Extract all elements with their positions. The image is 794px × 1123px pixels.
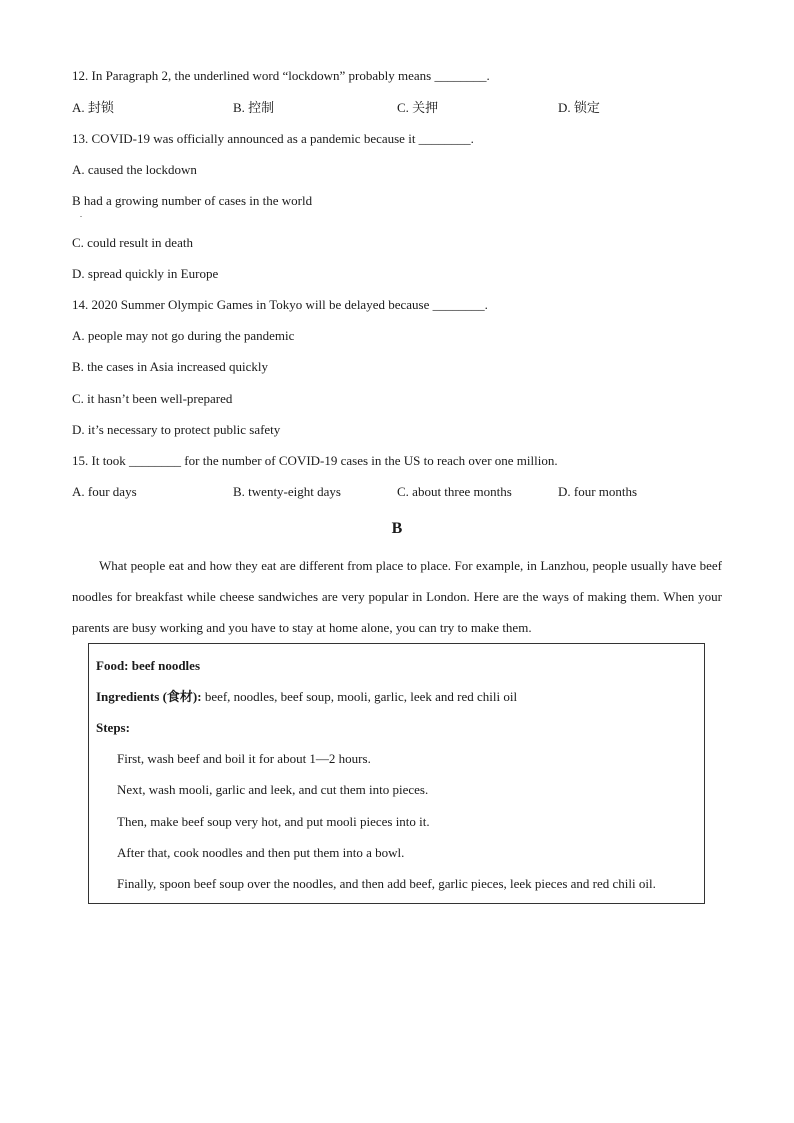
recipe-ingredients-text: beef, noodles, beef soup, mooli, garlic, leek and red chili oil — [201, 689, 518, 704]
q15-option-d: D. four months — [558, 484, 638, 499]
q15-option-a: A. four days — [72, 484, 137, 499]
recipe-steps-label — [96, 720, 130, 736]
q14-option-b: B. the cases in Asia increased quickly — [72, 359, 269, 374]
recipe-step-3: Then, make beef soup very hot, and put mooli pieces into it. — [117, 814, 430, 829]
q12-option-b: B. 控制 — [233, 100, 275, 115]
recipe-steps-label-text: Steps: — [96, 720, 130, 735]
question-14-stem: 14. 2020 Summer Olympic Games in Tokyo will be delayed because ________. — [72, 297, 488, 312]
section-b-paragraph — [72, 550, 722, 643]
q13-option-a: A. caused the lockdown — [72, 162, 197, 177]
q13-option-d: D. spread quickly in Europe — [72, 266, 219, 281]
recipe-box — [88, 643, 705, 904]
recipe-step-4: After that, cook noodles and then put them into a bowl. — [117, 845, 405, 860]
recipe-food-text: Food: beef noodles — [96, 658, 200, 673]
q14-option-d: D. it’s necessary to protect public safety — [72, 422, 281, 437]
q12-option-d: D. 锁定 — [558, 100, 600, 115]
q15-option-c: C. about three months — [397, 484, 512, 499]
recipe-step-5: Finally, spoon beef soup over the noodles, and then add beef, garlic pieces, leek pieces and red chili oil. — [117, 876, 656, 891]
section-b-paragraph-text: What people eat and how they eat are different from place to place. For example, in Lanzhou, people usually have beef noodles for breakfast while cheese sandwiches are very popular in London. Here are the ways of making them. When your parents are busy working and you have to stay at home alone, you can try to make them. — [72, 558, 722, 635]
stray-dot: . — [80, 210, 82, 219]
recipe-food-label — [96, 658, 200, 674]
question-13-stem: 13. COVID-19 was officially announced as a pandemic because it ________. — [72, 131, 474, 146]
q14-option-c: C. it hasn’t been well-prepared — [72, 391, 233, 406]
recipe-ingredients-label: Ingredients (食材): — [96, 689, 202, 704]
section-b-title: B — [391, 520, 403, 537]
q13-option-b: B had a growing number of cases in the world — [72, 193, 313, 208]
recipe-ingredients — [96, 689, 517, 705]
question-15-stem: 15. It took ________ for the number of COVID-19 cases in the US to reach over one million. — [72, 453, 558, 468]
q15-option-b: B. twenty-eight days — [233, 484, 341, 499]
question-12-stem: 12. In Paragraph 2, the underlined word “lockdown” probably means ________. — [72, 68, 490, 83]
q13-option-c: C. could result in death — [72, 235, 193, 250]
q12-option-a: A. 封锁 — [72, 100, 114, 115]
q12-option-c: C. 关押 — [397, 100, 439, 115]
recipe-step-2: Next, wash mooli, garlic and leek, and cut them into pieces. — [117, 782, 429, 797]
recipe-step-1: First, wash beef and boil it for about 1—2 hours. — [117, 751, 371, 766]
q14-option-a: A. people may not go during the pandemic — [72, 328, 295, 343]
